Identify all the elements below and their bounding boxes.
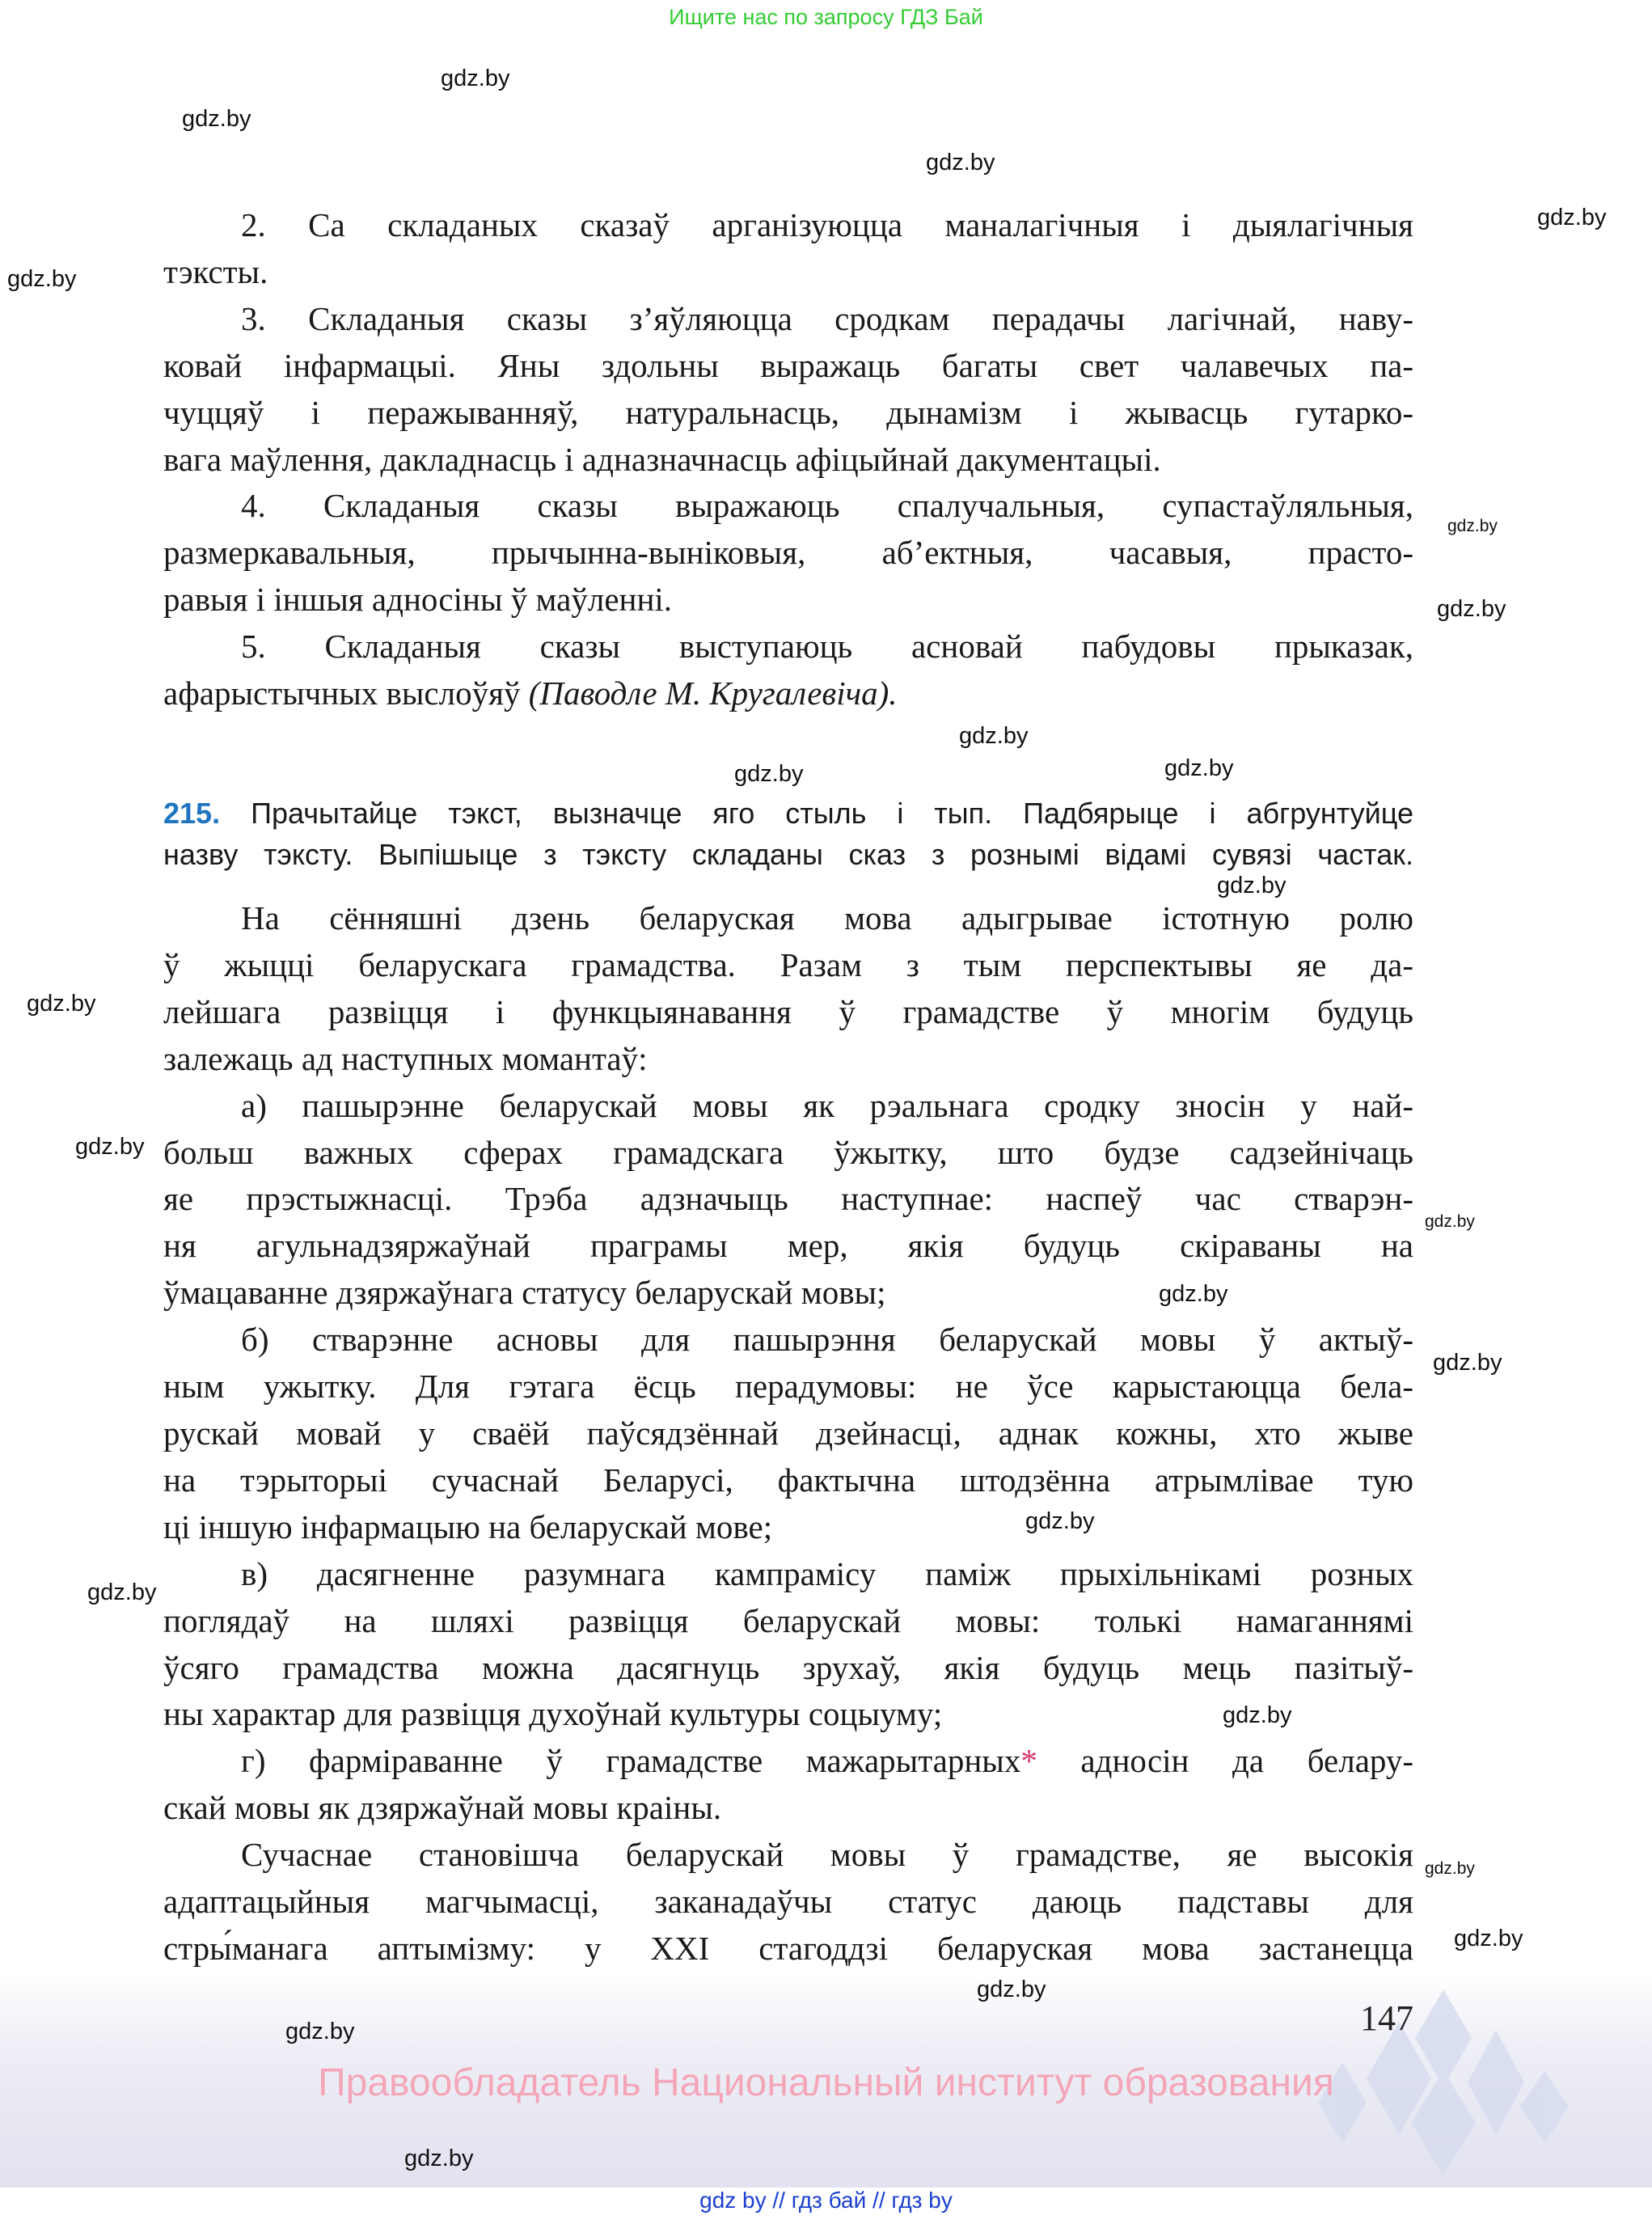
gdz-watermark: gdz.by [182, 106, 251, 132]
text-line: стры́манага аптымізму: у XXI стагоддзі беларуская мова застанецца [163, 1929, 1413, 1967]
gdz-watermark: gdz.by [1025, 1508, 1095, 1534]
paragraph [163, 1832, 1413, 1972]
gdz-watermark: gdz.by [75, 1134, 145, 1160]
paragraph [163, 624, 1413, 717]
gdz-watermark: gdz.by [27, 991, 96, 1017]
text-line: 4. Складаныя сказы выражаюць спалучальныя, супастаўляльныя, [241, 487, 1413, 525]
source-citation: (Паводле М. Кругалевіча). [528, 674, 898, 712]
text-line: лейшага развіцця і функцыянавання ў грамадстве ў многім будуць [163, 992, 1413, 1030]
task-215 [163, 793, 1413, 875]
gdz-watermark: gdz.by [404, 2146, 474, 2171]
gdz-watermark: gdz.by [1425, 1859, 1475, 1878]
text-line: больш важных сферах грамадскага ўжытку, што будзе садзейнічаць [163, 1133, 1413, 1171]
footnote-asterisk: * [1020, 1742, 1037, 1780]
text-line: рускай мовай у сваёй паўсядзённай дзейнасці, аднак кожны, хто жыве [163, 1414, 1413, 1452]
gdz-watermark: gdz.by [959, 723, 1029, 749]
text-line [163, 670, 898, 717]
task-text: Прачытайце тэкст, вызначце яго стыль і тып. Падбярыце і абгрунтуйце [220, 797, 1413, 830]
footer-links[interactable]: gdz by // гдз бай // гдз by [699, 2188, 953, 2213]
paragraph [163, 1317, 1413, 1551]
gdz-watermark: gdz.by [1223, 1702, 1292, 1728]
text-line: На сённяшні дзень беларуская мова адыгрывае істотную ролю [241, 899, 1413, 937]
text-line: тэксты. [163, 252, 268, 290]
task-text-line2: назву тэксту. Выпішыце з тэксту складаны сказ з рознымі відамі сувязі частак. [163, 838, 1413, 871]
text-line: ўмацаванне дзяржаўнага статусу беларускай мовы; [163, 1274, 886, 1312]
text-block-2 [163, 895, 1413, 1972]
text-line: ці іншую інфармацыю на беларускай мове; [163, 1507, 773, 1545]
text-line: скай мовы як дзяржаўнай мовы краіны. [163, 1789, 722, 1827]
text-line: яе прэстыжнасці. Трэба адзначыць наступнае: наспеў час стварэн- [163, 1180, 1413, 1218]
text-line: ковай інфармацыі. Яны здольны выражаць багаты свет чалавечых па- [163, 346, 1413, 384]
text-line: адаптацыйныя магчымасці, заканадаўчы статус даюць падставы для [163, 1883, 1413, 1921]
text-line: залежаць ад наступных момантаў: [163, 1039, 648, 1077]
text-line: поглядаў на шляхі развіцця беларускай мовы: толькі намаганнямі [163, 1601, 1413, 1639]
paragraph [163, 1738, 1413, 1832]
text-line: вага маўлення, дакладнасць і адназначнасць афіцыйнай дакументацыі. [163, 440, 1161, 478]
text-line: 3. Складаныя сказы з’яўляюцца сродкам перадачы лагічнай, наву- [241, 299, 1413, 337]
text-line: 5. Складаныя сказы выступаюць асновай пабудовы прыказак, [241, 628, 1413, 666]
gdz-watermark: gdz.by [926, 150, 995, 175]
gdz-watermark: gdz.by [1159, 1281, 1228, 1307]
gdz-watermark: gdz.by [7, 266, 77, 292]
rights-holder-watermark: Правообладатель Национальный институт образования [318, 2061, 1334, 2104]
gdz-watermark: gdz.by [1437, 596, 1506, 622]
text-line: Сучаснае становішча беларускай мовы ў грамадстве, яе высокія [241, 1836, 1413, 1874]
text-line: б) стварэнне асновы для пашырэння беларускай мовы ў актыў- [241, 1321, 1413, 1359]
text-line: чуццяў і перажыванняў, натуральнасць, дынамізм і жывасць гутарко- [163, 393, 1413, 431]
gdz-watermark: gdz.by [977, 1977, 1046, 2002]
text-line: а) пашырэнне беларускай мовы як рэальнага сродку зносін у най- [241, 1086, 1413, 1124]
text-line: ня агульнадзяржаўнай праграмы мер, якія будуць скіраваны на [163, 1227, 1413, 1265]
text-line: ў жыцці беларускага грамадства. Разам з тым перспектывы яе да- [163, 945, 1413, 983]
page-number: 147 [1360, 1998, 1413, 2038]
gdz-watermark: gdz.by [1537, 205, 1607, 230]
text-line: в) дасягненне разумнага кампрамісу паміж прыхільнікамі розных [241, 1554, 1413, 1592]
paragraph [163, 296, 1413, 484]
gdz-watermark: gdz.by [1454, 1926, 1523, 1951]
gdz-watermark: gdz.by [734, 761, 804, 787]
paragraph [163, 202, 1413, 296]
gdz-watermark: gdz.by [87, 1579, 157, 1605]
text-line: равыя і іншыя адносіны ў маўленні. [163, 581, 673, 619]
gdz-watermark: gdz.by [1425, 1212, 1475, 1231]
text-segment: г) фарміраванне ў грамадстве мажарытарных [241, 1742, 1021, 1780]
text-segment: адносін да белару- [1037, 1742, 1413, 1780]
text-line: ўсяго грамадства можна дасягнуць зрухаў, якія будуць мець пазітыў- [163, 1648, 1413, 1686]
paragraph [163, 483, 1413, 624]
text-line: на тэрыторыі сучаснай Беларусі, фактычна штодзённа атрымлівае тую [163, 1461, 1413, 1499]
text-line: размеркавальныя, прычынна-выніковыя, аб’ектныя, часавыя, прасто- [163, 534, 1413, 572]
gdz-watermark: gdz.by [441, 66, 510, 91]
task-number: 215. [163, 797, 221, 830]
text-line [163, 1738, 1413, 1785]
text-block-1 [163, 202, 1413, 717]
gdz-watermark: gdz.by [1217, 873, 1287, 898]
search-hint[interactable]: Ищите нас по запросу ГДЗ Бай [669, 5, 983, 29]
text-line: ным ужытку. Для гэтага ёсць перадумовы: не ўсе карыстаюцца бела- [163, 1368, 1413, 1406]
gdz-watermark: gdz.by [285, 2019, 355, 2044]
text-line: ны характар для развіцця духоўнай культуры соцыуму; [163, 1695, 943, 1733]
text-line: 2. Са складаных сказаў арганізуюцца маналагічныя і дыялагічныя [241, 206, 1413, 243]
paragraph [163, 895, 1413, 1083]
gdz-watermark: gdz.by [1433, 1350, 1502, 1376]
gdz-watermark: gdz.by [1164, 755, 1234, 781]
gdz-watermark: gdz.by [1447, 517, 1498, 535]
text-segment: афарыстычных выслоўяў [163, 674, 529, 712]
